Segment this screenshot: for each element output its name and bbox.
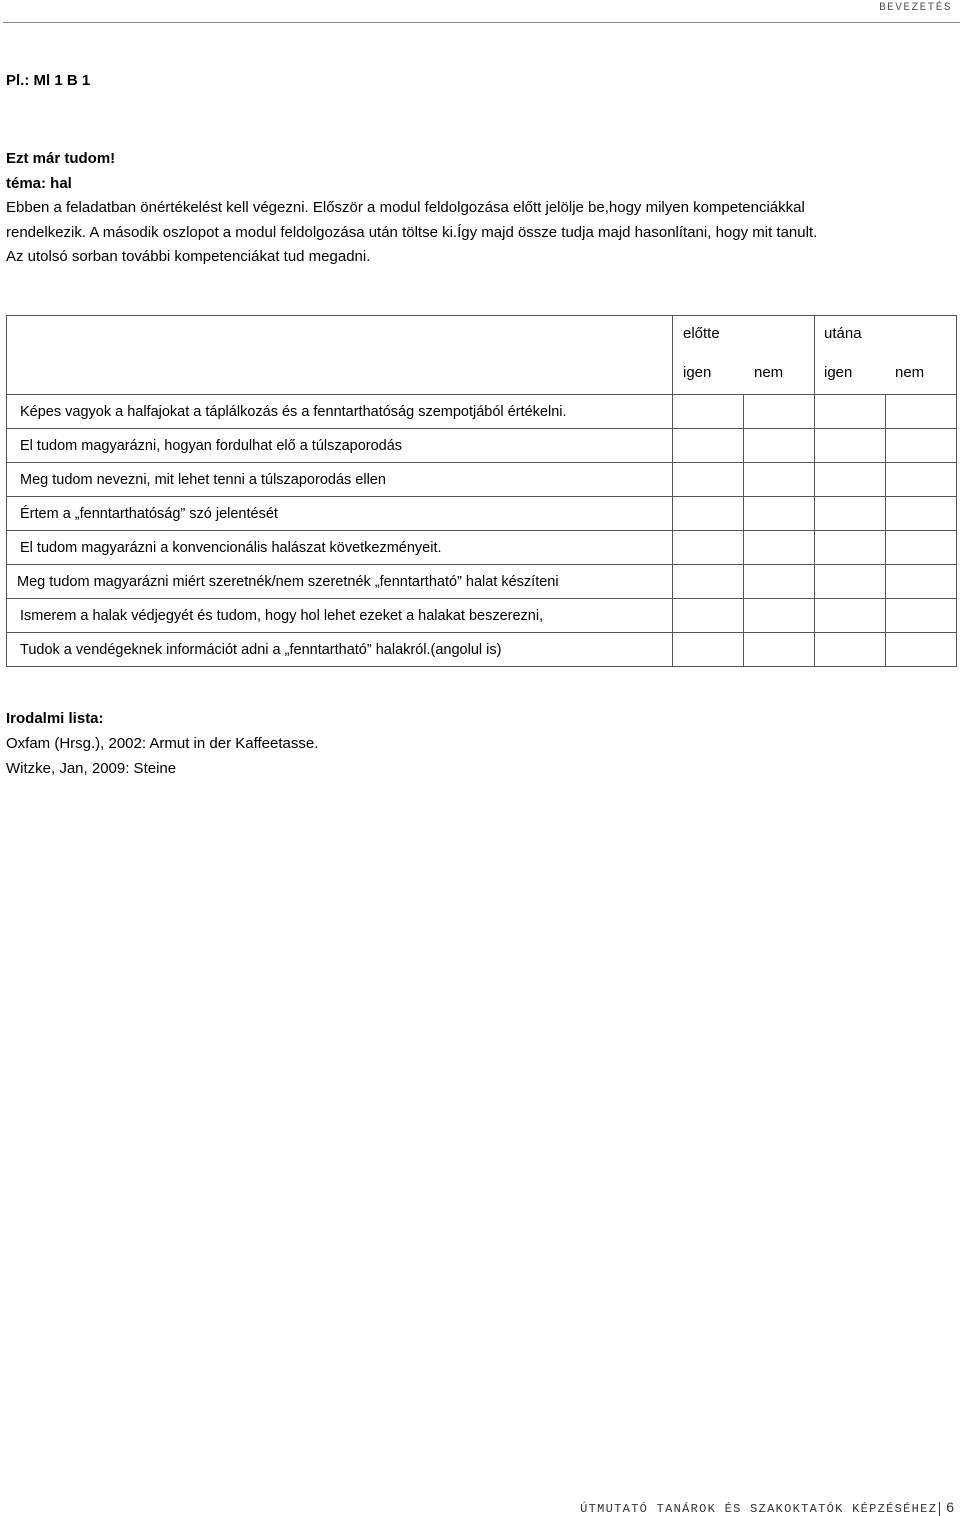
intro-topic: téma: hal (6, 174, 72, 192)
header-empty-cell (7, 316, 673, 395)
statement-cell: Meg tudom magyarázni miért szeretnék/nem szeretnék „fenntartható” halat készíteni (7, 565, 673, 599)
statement-cell: Meg tudom nevezni, mit lehet tenni a túlszaporodás ellen (7, 463, 673, 497)
after-label: utána (824, 325, 862, 342)
intro-line: Ebben a feladatban önértékelést kell végezni. Először a modul feldolgozása előtt jelölje be,hogy milyen kompetenciákkal (6, 199, 805, 217)
after-no-checkbox[interactable] (886, 395, 957, 429)
header-before-cell (673, 316, 815, 395)
after-yes-checkbox[interactable] (815, 633, 886, 667)
header-divider (3, 22, 960, 23)
before-no-checkbox[interactable] (744, 633, 815, 667)
reference-code: Pl.: Ml 1 B 1 (6, 72, 91, 89)
after-no-label: nem (895, 364, 925, 381)
table-row (7, 531, 957, 565)
table-header-row (7, 316, 957, 395)
before-yes-checkbox[interactable] (673, 599, 744, 633)
after-yes-checkbox[interactable] (815, 599, 886, 633)
after-yes-checkbox[interactable] (815, 565, 886, 599)
after-yes-checkbox[interactable] (815, 531, 886, 565)
table-row (7, 395, 957, 429)
running-header: BEVEZETÉS (879, 2, 952, 14)
before-yes-checkbox[interactable] (673, 429, 744, 463)
table-row (7, 463, 957, 497)
header-after-cell (815, 316, 957, 395)
after-no-checkbox[interactable] (886, 497, 957, 531)
before-no-checkbox[interactable] (744, 429, 815, 463)
after-no-checkbox[interactable] (886, 565, 957, 599)
literature-title: Irodalmi lista: (6, 710, 104, 727)
statement-cell: El tudom magyarázni, hogyan fordulhat elő a túlszaporodás (7, 429, 673, 463)
before-no-label: nem (754, 364, 784, 381)
after-no-checkbox[interactable] (886, 463, 957, 497)
table-row (7, 633, 957, 667)
footer-separator (939, 1502, 940, 1516)
before-no-checkbox[interactable] (744, 463, 815, 497)
literature-item: Witzke, Jan, 2009: Steine (6, 760, 177, 777)
table-row (7, 429, 957, 463)
after-no-checkbox[interactable] (886, 633, 957, 667)
before-yes-label: igen (683, 364, 712, 381)
before-yes-checkbox[interactable] (673, 497, 744, 531)
after-no-checkbox[interactable] (886, 429, 957, 463)
before-label: előtte (683, 325, 720, 342)
table-row (7, 599, 957, 633)
after-yes-checkbox[interactable] (815, 463, 886, 497)
statement-cell: Ismerem a halak védjegyét és tudom, hogy hol lehet ezeket a halakat beszerezni, (7, 599, 673, 633)
before-yes-checkbox[interactable] (673, 565, 744, 599)
page-footer (580, 1499, 954, 1516)
statement-cell: Értem a „fenntarthatóság” szó jelentését (7, 497, 673, 531)
after-yes-checkbox[interactable] (815, 429, 886, 463)
before-no-checkbox[interactable] (744, 599, 815, 633)
before-no-checkbox[interactable] (744, 531, 815, 565)
self-assessment-table (6, 315, 957, 667)
after-yes-label: igen (824, 364, 853, 381)
page-number: 6 (946, 1499, 954, 1515)
before-no-checkbox[interactable] (744, 565, 815, 599)
statement-cell: El tudom magyarázni a konvencionális halászat következményeit. (7, 531, 673, 565)
before-yes-checkbox[interactable] (673, 395, 744, 429)
before-yes-checkbox[interactable] (673, 531, 744, 565)
footer-text: ÚTMUTATÓ TANÁROK ÉS SZAKOKTATÓK KÉPZÉSÉHEZ (580, 1502, 938, 1516)
intro-line: Az utolsó sorban további kompetenciákat tud megadni. (6, 248, 371, 266)
before-no-checkbox[interactable] (744, 395, 815, 429)
table-row (7, 497, 957, 531)
before-no-checkbox[interactable] (744, 497, 815, 531)
after-no-checkbox[interactable] (886, 531, 957, 565)
after-yes-checkbox[interactable] (815, 395, 886, 429)
after-yes-checkbox[interactable] (815, 497, 886, 531)
statement-cell: Képes vagyok a halfajokat a táplálkozás és a fenntarthatóság szempotjából értékelni. (7, 395, 673, 429)
statement-cell: Tudok a vendégeknek információt adni a „fenntartható” halakról.(angolul is) (7, 633, 673, 667)
before-yes-checkbox[interactable] (673, 463, 744, 497)
intro-section (6, 147, 951, 270)
literature-item: Oxfam (Hrsg.), 2002: Armut in der Kaffeetasse. (6, 735, 319, 752)
after-no-checkbox[interactable] (886, 599, 957, 633)
before-yes-checkbox[interactable] (673, 633, 744, 667)
intro-line: rendelkezik. A második oszlopot a modul feldolgozása után töltse ki.Így majd össze tudja majd hasonlítani, hogy mit tanult. (6, 223, 818, 241)
intro-heading: Ezt már tudom! (6, 150, 116, 167)
table-row (7, 565, 957, 599)
